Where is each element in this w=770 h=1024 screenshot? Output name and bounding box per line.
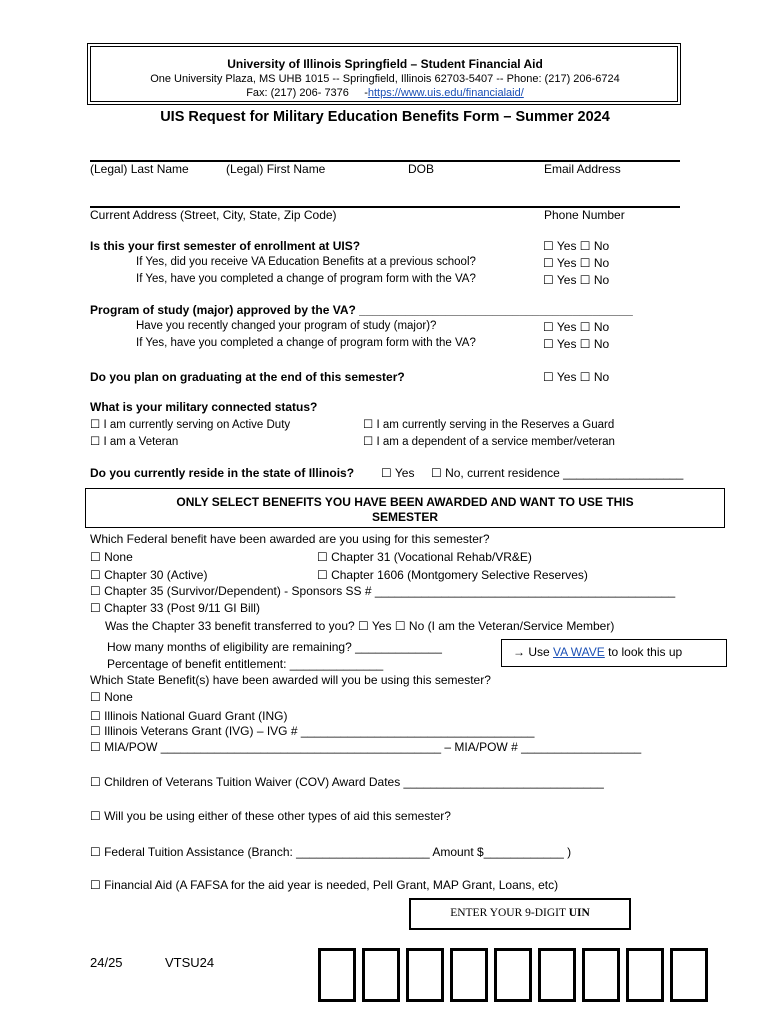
fax-sep: - [364, 87, 368, 99]
uin-digit-2[interactable] [362, 948, 400, 1002]
federal-question: Which Federal benefit have been awarded are you using for this semester? [90, 532, 490, 546]
change-program-options[interactable]: ☐ Yes ☐ No [543, 273, 610, 287]
graduating-options[interactable]: ☐ Yes ☐ No [543, 370, 610, 384]
ing-option[interactable]: ☐ Illinois National Guard Grant (ING) [90, 709, 288, 723]
change-program-question: If Yes, have you completed a change of program form with the VA? [136, 273, 476, 285]
va-wave-note [513, 645, 682, 659]
fax-line [0, 87, 770, 99]
footer-year: 24/25 [90, 955, 123, 970]
uin-digit-4[interactable] [450, 948, 488, 1002]
program-change-form-question: If Yes, have you completed a change of program form with the VA? [136, 337, 476, 349]
banner-line-1: ONLY SELECT BENEFITS YOU HAVE BEEN AWARDED AND WANT TO USE THIS [176, 495, 634, 509]
chapter-35-option[interactable]: ☐ Chapter 35 (Survivor/Dependent) - Sponsors SS # _____________________________________________ [90, 584, 676, 598]
uin-digit-7[interactable] [582, 948, 620, 1002]
military-status-question: What is your military connected status? [90, 400, 318, 414]
chapter-33-transfer[interactable]: Was the Chapter 33 benefit transferred to you? ☐ Yes ☐ No (I am the Veteran/Service Member) [105, 619, 615, 633]
program-question: Program of study (major) approved by the VA? _________________________________________ [90, 303, 633, 317]
footer-code: VTSU24 [165, 955, 215, 970]
uin-digit-8[interactable] [626, 948, 664, 1002]
dependent-option[interactable]: ☐ I am a dependent of a service member/veteran [363, 436, 615, 448]
illinois-question: Do you currently reside in the state of Illinois? [90, 466, 355, 480]
reserves-option[interactable]: ☐ I am currently serving in the Reserves a Guard [363, 419, 615, 431]
financial-aid-link[interactable]: https://www.uis.edu/financialaid/ [367, 87, 524, 99]
financial-aid-option[interactable]: ☐ Financial Aid (A FAFSA for the aid year is needed, Pell Grant, MAP Grant, Loans, etc) [90, 878, 559, 892]
first-semester-options[interactable]: ☐ Yes ☐ No [543, 239, 610, 253]
graduating-question: Do you plan on graduating at the end of this semester? [90, 370, 405, 384]
uin-digit-6[interactable] [538, 948, 576, 1002]
prev-school-options[interactable]: ☐ Yes ☐ No [543, 256, 610, 270]
uin-digit-5[interactable] [494, 948, 532, 1002]
uin-digit-1[interactable] [318, 948, 356, 1002]
first-semester-question: Is this your first semester of enrollment at UIS? [90, 239, 361, 253]
uin-label-pre: ENTER YOUR 9-DIGIT [450, 907, 569, 919]
veteran-option[interactable]: ☐ I am a Veteran [90, 436, 179, 448]
address-label: Current Address (Street, City, State, Zip Code) [90, 208, 337, 222]
mia-pow-option[interactable]: ☐ MIA/POW __________________________________________ – MIA/POW # __________________ [90, 740, 642, 754]
banner-line-2: SEMESTER [371, 510, 438, 524]
other-aid-question[interactable]: ☐ Will you be using either of these other types of aid this semester? [90, 809, 451, 823]
changed-major-question: Have you recently changed your program of study (major)? [136, 320, 437, 332]
federal-none-option[interactable]: ☐ None [90, 550, 133, 564]
va-wave-post: to look this up [604, 645, 683, 659]
dob-label: DOB [408, 162, 435, 176]
state-question: Which State Benefit(s) have been awarded will you be using this semester? [90, 673, 491, 687]
first-name-label: (Legal) First Name [226, 162, 326, 176]
uin-digit-3[interactable] [406, 948, 444, 1002]
chapter-31-option[interactable]: ☐ Chapter 31 (Vocational Rehab/VR&E) [317, 550, 532, 564]
illinois-no-option[interactable]: ☐ No, current residence __________________ [431, 466, 684, 480]
tuition-assistance-option[interactable]: ☐ Federal Tuition Assistance (Branch: ____________________ Amount $____________ ) [90, 845, 572, 859]
fax-text: Fax: (217) 206- 7376 [246, 87, 349, 99]
program-change-form-options[interactable]: ☐ Yes ☐ No [543, 337, 610, 351]
benefit-percentage[interactable]: Percentage of benefit entitlement: ______________ [107, 657, 384, 671]
address-line: One University Plaza, MS UHB 1015 -- Springfield, Illinois 62703-5407 -- Phone: (217) 206-6724 [150, 73, 620, 85]
uin-digit-9[interactable] [670, 948, 708, 1002]
state-none-option[interactable]: ☐ None [90, 690, 133, 704]
prev-school-question: If Yes, did you receive VA Education Benefits at a previous school? [136, 256, 476, 268]
va-wave-link[interactable]: VA WAVE [553, 645, 605, 659]
cov-option[interactable]: ☐ Children of Veterans Tuition Waiver (COV) Award Dates ______________________________ [90, 775, 604, 789]
phone-label: Phone Number [544, 208, 625, 222]
ivg-option[interactable]: ☐ Illinois Veterans Grant (IVG) – IVG # ___________________________________ [90, 724, 535, 738]
org-title: University of Illinois Springfield – Student Financial Aid [227, 57, 543, 71]
months-remaining[interactable]: How many months of eligibility are remaining? _____________ [107, 640, 442, 654]
chapter-1606-option[interactable]: ☐ Chapter 1606 (Montgomery Selective Reserves) [317, 568, 588, 582]
form-title: UIS Request for Military Education Benefits Form – Summer 2024 [160, 109, 610, 125]
chapter-30-option[interactable]: ☐ Chapter 30 (Active) [90, 568, 208, 582]
email-label: Email Address [544, 162, 621, 176]
illinois-yes-option[interactable]: ☐ Yes [381, 466, 415, 480]
uin-label [409, 907, 631, 919]
chapter-33-option[interactable]: ☐ Chapter 33 (Post 9/11 GI Bill) [90, 601, 260, 615]
uin-label-bold: UIN [568, 907, 590, 919]
va-wave-pre: → Use [513, 645, 554, 659]
active-duty-option[interactable]: ☐ I am currently serving on Active Duty [90, 419, 291, 431]
last-name-label: (Legal) Last Name [90, 162, 189, 176]
changed-major-options[interactable]: ☐ Yes ☐ No [543, 320, 610, 334]
